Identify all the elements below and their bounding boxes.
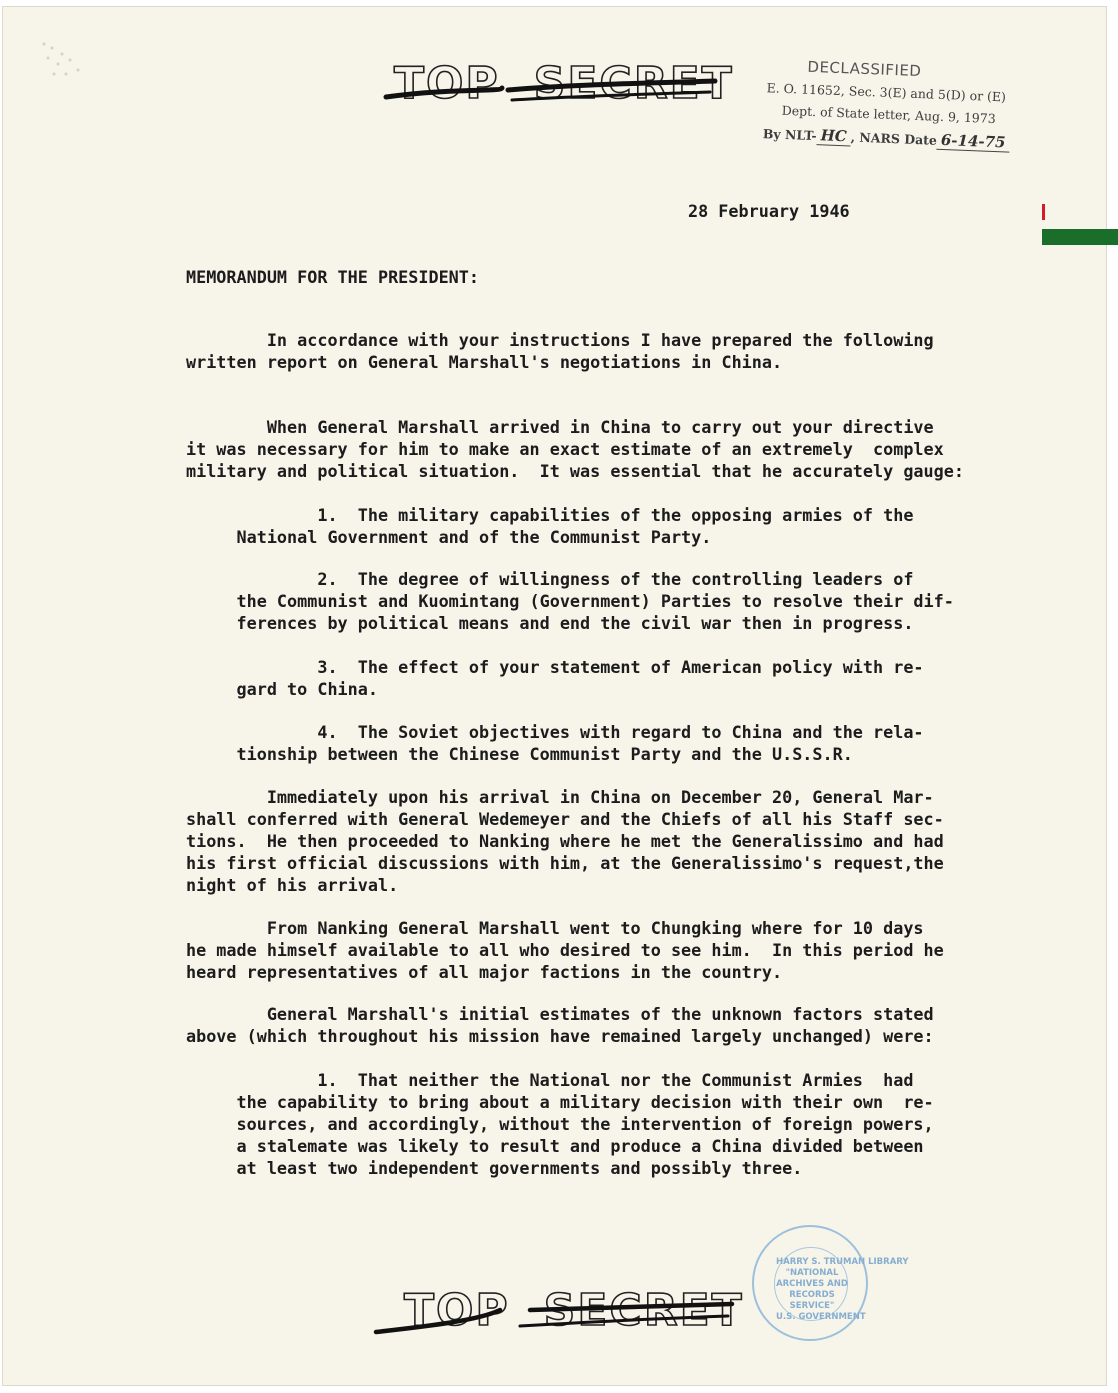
staple-holes (40, 40, 100, 100)
classification-footer-word-top: TOP (404, 1285, 510, 1336)
estimate-1-stalemate: 1. That neither the National nor the Communist Armies had the capability to bring about a military decision with their own re- sources, and accordingly, without the intervention of foreign powers, a stalemate was likely to result and produce a China divided between at least two independent governments and possibly three. (236, 1070, 934, 1178)
stamp-heading: DECLASSIFIED (807, 57, 922, 81)
stamp-nars-date: 6-14-75 (937, 131, 1010, 153)
paragraph-instructions: In accordance with your instructions I have prepared the following written report on General Marshall's negotiations in China. (186, 330, 934, 372)
classification-footer (404, 1285, 744, 1336)
paragraph-initial-estimates: General Marshall's initial estimates of the unknown factors stated above (which throughout his mission have remained largely unchanged) were: (186, 1004, 934, 1046)
point-1-military-capabilities: 1. The military capabilities of the opposing armies of the National Government and of the Communist Party. (236, 505, 914, 547)
seal-text: HARRY S. TRUMAN "NATIONAL ARCHIVES AND RECORDS SERVICE" U.S. GOVERNMENT (776, 1257, 866, 1322)
classification-word-top: TOP (394, 58, 500, 109)
truman-library-seal (752, 1225, 868, 1341)
memo-date: 28 February 1946 (688, 201, 850, 221)
point-3-american-policy: 3. The effect of your statement of American policy with re- gard to China. (236, 657, 924, 699)
paragraph-arrival: When General Marshall arrived in China to carry out your directive it was necessary for him to make an exact estimate of an extremely complex military and political situation. It was essential that he accurately gauge: (186, 417, 964, 481)
paragraph-chungking: From Nanking General Marshall went to Chungking where for 10 days he made himself available to all who desired to see him. In this period he heard representatives of all major factions in the country. (186, 918, 944, 982)
classification-header (394, 58, 734, 109)
stamp-by-line (763, 124, 1010, 151)
declassified-stamp (758, 52, 1062, 173)
stamp-nars-label: , NARS Date (850, 129, 938, 148)
red-tab-marker (1042, 204, 1045, 220)
stamp-authority: E. O. 11652, Sec. 3(E) and 5(D) or (E) (766, 80, 1007, 105)
point-4-soviet-objectives: 4. The Soviet objectives with regard to China and the rela- tionship between the Chinese Communist Party and the U.S.S.R. (236, 722, 924, 764)
green-tab-marker (1042, 229, 1118, 245)
classification-word-secret: SECRET (533, 58, 734, 109)
paragraph-december-20: Immediately upon his arrival in China on December 20, General Mar- shall conferred with General Wedemeyer and the Chiefs of all his Staff sec- tions. He then proceeded to Nanking where he met the Generalissimo and had his first official discussions with him, at the Generalissimo's request,the night of his arrival. (186, 787, 944, 895)
stamp-letter-reference: Dept. of State letter, Aug. 9, 1973 (781, 102, 996, 127)
classification-footer-word-secret: SECRET (543, 1285, 744, 1336)
point-2-willingness: 2. The degree of willingness of the controlling leaders of the Communist and Kuomintang (Government) Parties to resolve their dif- ferences by political means and end the civil war then in progress. (236, 569, 954, 633)
memo-salutation: MEMORANDUM FOR THE PRESIDENT: (186, 267, 479, 287)
stamp-initials: HC (816, 126, 851, 146)
stamp-by-label: By NLT- (762, 126, 817, 144)
